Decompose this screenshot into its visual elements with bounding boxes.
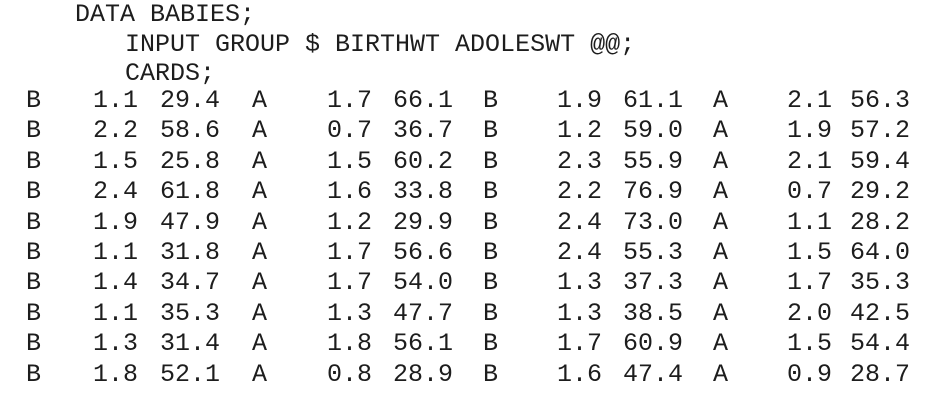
group-label: B	[483, 329, 499, 359]
group-label: B	[26, 116, 42, 146]
adoleswt-value: 38.5	[623, 298, 684, 328]
group-label: B	[26, 268, 42, 298]
adoleswt-value: 56.3	[850, 86, 911, 115]
group-label: A	[713, 177, 729, 207]
table-row	[0, 116, 937, 146]
sas-program-header	[0, 0, 937, 89]
group-label: A	[252, 359, 268, 389]
group-label: A	[252, 177, 268, 207]
table-row	[0, 208, 937, 238]
birthwt-value: 2.4	[93, 177, 139, 207]
adoleswt-value: 37.3	[623, 268, 684, 298]
adoleswt-value: 61.1	[623, 86, 684, 115]
adoleswt-value: 66.1	[393, 86, 454, 115]
adoleswt-value: 42.5	[850, 298, 911, 328]
adoleswt-value: 76.9	[623, 177, 684, 207]
group-label: A	[713, 329, 729, 359]
group-label: A	[252, 329, 268, 359]
adoleswt-value: 55.3	[623, 237, 684, 267]
birthwt-value: 1.6	[557, 359, 603, 389]
birthwt-value: 1.7	[787, 268, 833, 298]
adoleswt-value: 36.7	[393, 116, 454, 146]
group-label: B	[26, 146, 42, 176]
group-label: A	[252, 116, 268, 146]
adoleswt-value: 57.2	[850, 116, 911, 146]
birthwt-value: 1.1	[93, 298, 139, 328]
adoleswt-value: 28.2	[850, 207, 911, 237]
birthwt-value: 1.6	[327, 177, 373, 207]
adoleswt-value: 56.6	[393, 237, 454, 267]
table-row	[0, 177, 937, 207]
group-label: B	[483, 237, 499, 267]
birthwt-value: 1.1	[93, 86, 139, 115]
group-label: B	[26, 329, 42, 359]
adoleswt-value: 56.1	[393, 329, 454, 359]
adoleswt-value: 28.7	[850, 359, 911, 389]
group-label: A	[713, 146, 729, 176]
group-label: A	[713, 359, 729, 389]
birthwt-value: 1.5	[327, 146, 373, 176]
adoleswt-value: 59.0	[623, 116, 684, 146]
group-label: A	[252, 146, 268, 176]
group-label: A	[713, 116, 729, 146]
group-label: A	[713, 237, 729, 267]
adoleswt-value: 52.1	[160, 359, 221, 389]
group-label: B	[26, 298, 42, 328]
group-label: A	[713, 207, 729, 237]
birthwt-value: 1.4	[93, 268, 139, 298]
birthwt-value: 1.3	[93, 329, 139, 359]
code-line-data-statement: DATA BABIES;	[75, 0, 256, 29]
adoleswt-value: 35.3	[850, 268, 911, 298]
birthwt-value: 1.7	[327, 237, 373, 267]
birthwt-value: 0.9	[787, 359, 833, 389]
data-rows	[0, 86, 937, 390]
group-label: B	[483, 298, 499, 328]
adoleswt-value: 29.4	[160, 86, 221, 115]
group-label: A	[252, 298, 268, 328]
table-row	[0, 329, 937, 359]
birthwt-value: 0.7	[787, 177, 833, 207]
group-label: A	[252, 207, 268, 237]
group-label: B	[483, 86, 499, 115]
birthwt-value: 1.2	[557, 116, 603, 146]
birthwt-value: 1.8	[93, 359, 139, 389]
birthwt-value: 1.8	[327, 329, 373, 359]
birthwt-value: 2.4	[557, 237, 603, 267]
adoleswt-value: 28.9	[393, 359, 454, 389]
table-row	[0, 268, 937, 298]
group-label: B	[26, 359, 42, 389]
birthwt-value: 2.2	[557, 177, 603, 207]
birthwt-value: 1.5	[787, 329, 833, 359]
birthwt-value: 1.1	[93, 237, 139, 267]
group-label: A	[713, 298, 729, 328]
adoleswt-value: 60.2	[393, 146, 454, 176]
group-label: A	[713, 268, 729, 298]
birthwt-value: 1.3	[557, 268, 603, 298]
adoleswt-value: 33.8	[393, 177, 454, 207]
birthwt-value: 1.2	[327, 207, 373, 237]
group-label: B	[26, 207, 42, 237]
group-label: A	[252, 86, 268, 115]
table-row	[0, 299, 937, 329]
adoleswt-value: 47.7	[393, 298, 454, 328]
adoleswt-value: 58.6	[160, 116, 221, 146]
adoleswt-value: 55.9	[623, 146, 684, 176]
group-label: B	[26, 86, 42, 115]
group-label: B	[483, 116, 499, 146]
birthwt-value: 1.7	[327, 268, 373, 298]
birthwt-value: 2.4	[557, 207, 603, 237]
birthwt-value: 2.3	[557, 146, 603, 176]
code-line-input-statement: INPUT GROUP $ BIRTHWT ADOLESWT @@;	[125, 29, 636, 59]
birthwt-value: 2.2	[93, 116, 139, 146]
group-label: B	[483, 146, 499, 176]
birthwt-value: 1.1	[787, 207, 833, 237]
group-label: B	[483, 207, 499, 237]
birthwt-value: 1.3	[557, 298, 603, 328]
adoleswt-value: 25.8	[160, 146, 221, 176]
adoleswt-value: 34.7	[160, 268, 221, 298]
adoleswt-value: 29.2	[850, 177, 911, 207]
birthwt-value: 0.7	[327, 116, 373, 146]
table-row	[0, 360, 937, 390]
birthwt-value: 1.5	[787, 237, 833, 267]
group-label: B	[483, 359, 499, 389]
group-label: B	[483, 177, 499, 207]
group-label: A	[252, 268, 268, 298]
birthwt-value: 1.5	[93, 146, 139, 176]
group-label: B	[26, 177, 42, 207]
birthwt-value: 2.1	[787, 146, 833, 176]
birthwt-value: 1.9	[787, 116, 833, 146]
adoleswt-value: 54.0	[393, 268, 454, 298]
birthwt-value: 0.8	[327, 359, 373, 389]
table-row	[0, 86, 937, 116]
group-label: B	[483, 268, 499, 298]
birthwt-value: 1.3	[327, 298, 373, 328]
adoleswt-value: 47.9	[160, 207, 221, 237]
adoleswt-value: 59.4	[850, 146, 911, 176]
table-row	[0, 238, 937, 268]
adoleswt-value: 31.8	[160, 237, 221, 267]
adoleswt-value: 73.0	[623, 207, 684, 237]
table-row	[0, 147, 937, 177]
birthwt-value: 1.9	[93, 207, 139, 237]
adoleswt-value: 35.3	[160, 298, 221, 328]
adoleswt-value: 31.4	[160, 329, 221, 359]
group-label: A	[713, 86, 729, 115]
birthwt-value: 2.1	[787, 86, 833, 115]
adoleswt-value: 61.8	[160, 177, 221, 207]
adoleswt-value: 60.9	[623, 329, 684, 359]
adoleswt-value: 64.0	[850, 237, 911, 267]
birthwt-value: 1.7	[557, 329, 603, 359]
adoleswt-value: 54.4	[850, 329, 911, 359]
code-line-cards-statement: CARDS;	[125, 59, 216, 88]
adoleswt-value: 47.4	[623, 359, 684, 389]
group-label: B	[26, 237, 42, 267]
adoleswt-value: 29.9	[393, 207, 454, 237]
birthwt-value: 1.9	[557, 86, 603, 115]
birthwt-value: 2.0	[787, 298, 833, 328]
birthwt-value: 1.7	[327, 86, 373, 115]
group-label: A	[252, 237, 268, 267]
